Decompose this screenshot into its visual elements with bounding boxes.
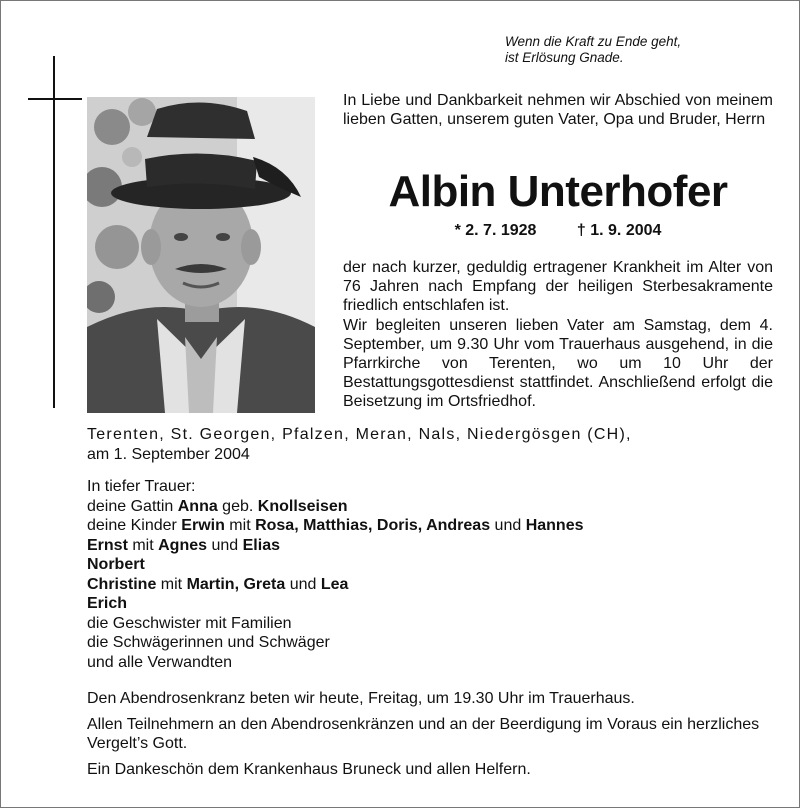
mourners-list <box>87 477 777 672</box>
mourner-children: deine Kinder Erwin mit Rosa, Matthias, Doris, Andreas und Hannes <box>87 517 584 534</box>
motto <box>505 34 765 66</box>
portrait-photo <box>87 97 315 413</box>
thanks-participants: Allen Teilnehmern an den Abendrosenkränzen und an der Beerdigung im Voraus ein herzliches Vergelt’s Gott. <box>87 715 760 752</box>
deceased-name: Albin Unterhofer <box>388 167 728 216</box>
mourner-norbert: Norbert <box>87 556 145 573</box>
places-and-date <box>87 425 777 464</box>
notice-body <box>343 258 773 412</box>
cross-icon-bar <box>28 98 82 100</box>
mourner-relatives: und alle Verwandten <box>87 653 232 671</box>
mourner-christine: Christine mit Martin, Greta und Lea <box>87 575 349 593</box>
places-line: Terenten, St. Georgen, Pfalzen, Meran, Nals, Niedergösgen (CH), <box>87 426 632 443</box>
birth-date: * 2. 7. 1928 <box>454 222 537 239</box>
mourner-siblings: die Geschwister mit Familien <box>87 614 292 632</box>
mourner-ernst: Ernst mit Agnes und Elias <box>87 536 280 554</box>
motto-line-2: ist Erlösung Gnade. <box>505 50 624 65</box>
mourners-heading: In tiefer Trauer: <box>87 478 196 495</box>
mourner-wife: deine Gattin Anna geb. Knollseisen <box>87 497 348 515</box>
body-paragraph-2: Wir begleiten unseren lieben Vater am Samstag, dem 4. September, um 9.30 Uhr vom Trauerhaus ausgehend, in die Pfarrkirche von Terenten, wo um 10 Uhr der Bestattungsgottesdienst stattfindet. Anschließend erfolgt die Beisetzung im Ortsfriedhof. <box>343 316 773 411</box>
life-dates <box>343 221 773 241</box>
notice-footer <box>87 689 777 785</box>
mourner-in-laws: die Schwägerinnen und Schwäger <box>87 634 330 651</box>
cross-icon <box>53 56 55 408</box>
thanks-hospital: Ein Dankeschön dem Krankenhaus Bruneck und allen Helfern. <box>87 760 531 778</box>
motto-line-1: Wenn die Kraft zu Ende geht, <box>505 34 682 49</box>
mourner-erich: Erich <box>87 595 128 612</box>
date-line: am 1. September 2004 <box>87 445 250 463</box>
rosary-note: Den Abendrosenkranz beten wir heute, Freitag, um 19.30 Uhr im Trauerhaus. <box>87 690 635 707</box>
body-paragraph-1: der nach kurzer, geduldig ertragener Krankheit im Alter von 76 Jahren nach Empfang der heiligen Sterbesakramente friedlich entschlafen ist. <box>343 259 773 315</box>
death-date: † 1. 9. 2004 <box>576 222 662 239</box>
intro-text: In Liebe und Dankbarkeit nehmen wir Abschied von meinem lieben Gatten, unserem guten Vater, Opa und Bruder, Herrn <box>343 92 773 128</box>
